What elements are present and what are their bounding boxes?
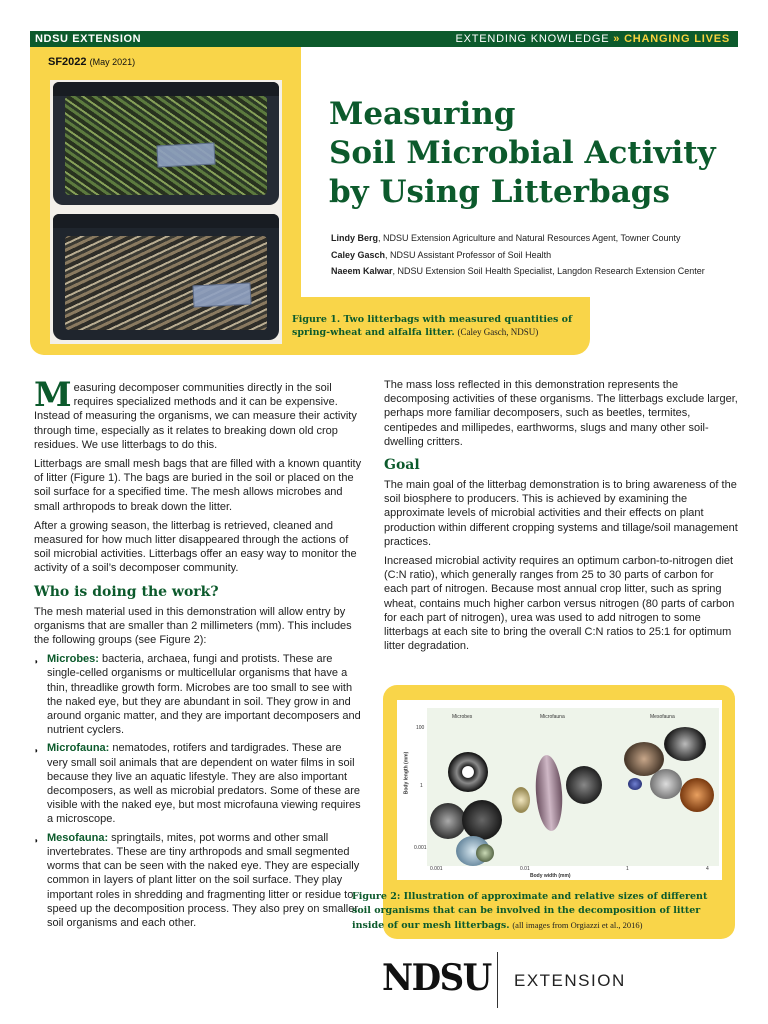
x-tick: 0.001 bbox=[430, 866, 443, 872]
drop-cap: M bbox=[34, 375, 72, 415]
tagline-part-b: CHANGING LIVES bbox=[624, 33, 730, 45]
x-tick: 0.01 bbox=[520, 866, 530, 872]
archaea-image bbox=[462, 800, 502, 840]
ndsu-logo: NDSU bbox=[382, 956, 491, 1000]
bacteria-image bbox=[430, 803, 466, 839]
bag-label bbox=[156, 142, 215, 167]
paragraph: After a growing season, the litterbag is retrieved, cleaned and measured for how much litter disappeared through the actions of soil microbial activities. Litterbags offer an easy way to monitor the activity of a soil’s decomposer community. bbox=[34, 519, 357, 575]
litterbag-alfalfa bbox=[53, 214, 279, 340]
title-line-3: by Using Litterbags bbox=[329, 174, 670, 210]
litterbags-photo bbox=[50, 80, 282, 344]
intro-paragraph: Measuring decomposer communities directly in the soil requires specialized methods and it can be expensive. Instead of measuring the organisms, we can measure their activity through time, especially as it relates to breaking down old crop residues. We use litterbags to do this. bbox=[34, 375, 357, 451]
y-tick: 100 bbox=[416, 725, 425, 731]
figure1-credit: (Caley Gasch, NDSU) bbox=[457, 327, 539, 337]
y-axis-label: Body length (mm) bbox=[403, 751, 410, 795]
tagline-part-a: EXTENDING KNOWLEDGE bbox=[455, 33, 610, 45]
litterbag-wheat bbox=[53, 82, 279, 205]
header-bar bbox=[30, 31, 738, 47]
mite-image bbox=[680, 778, 714, 812]
pub-code: SF2022 bbox=[48, 56, 87, 68]
bag-label bbox=[192, 282, 251, 307]
x-tick: 1 bbox=[626, 866, 629, 872]
mite-image bbox=[650, 769, 682, 799]
x-tick: 4 bbox=[706, 866, 709, 872]
group-label-microfauna: Microfauna bbox=[540, 714, 565, 720]
publication-code bbox=[48, 56, 135, 68]
bullet-microbes: ◗ Microbes: bacteria, archaea, fungi and protists. These are single-celled organisms or multicellular organisms that have a thin, threadlike growth form. Microbes are too small to see with the naked eye, but they are abundant in soil. They grow in and around organic matter, and they are important decomposers and nutrient cyclers. bbox=[34, 653, 361, 737]
heading-goal: Goal bbox=[384, 457, 420, 474]
right-column bbox=[384, 378, 740, 658]
group-label-mesofauna: Mesofauna bbox=[650, 714, 675, 720]
bullet-icon: ◗ bbox=[34, 746, 39, 756]
paragraph: The mass loss reflected in this demonstration represents the decomposing activities of these organisms. The litterbags exclude larger, perhaps more familiar decomposers, such as beetles, termites, centipedes and millipedes, earthworms, slugs and many other soil-dwelling critters. bbox=[384, 379, 738, 448]
paragraph: Litterbags are small mesh bags that are filled with a known quantity of litter (Figure 1). The bags are buried in the soil or placed on the soil surface for a specified time. The mesh allows microbes and small arthropods to break down the litter. bbox=[34, 458, 362, 513]
bullet-microfauna: ◗ Microfauna: nematodes, rotifers and tardigrades. These are very small soil animals that are dependent on water films in soil because they live an aquatic lifestyle. They are also important decomposers, as well as microbial predators. Some of these are visible with the naked eye, but most microfauna viewing requires a microscope. bbox=[34, 742, 361, 826]
author-item: Naeem Kalwar, NDSU Extension Soil Health Specialist, Langdon Research Extension Center bbox=[331, 266, 705, 276]
springtail-image bbox=[628, 778, 642, 790]
figure2-caption-text: Figure 2: Illustration of approximate and relative sizes of different soil organisms that can be involved in the decomposition of litter inside of our mesh litterbags. bbox=[352, 891, 708, 931]
figure2-caption bbox=[352, 890, 728, 933]
figure1-caption-text: Figure 1. Two litterbags with measured quantities of spring-wheat and alfalfa litter. bbox=[292, 314, 573, 338]
paragraph: Increased microbial activity requires an optimum carbon-to-nitrogen diet (C:N ratio), which generally ranges from 25 to 30 parts of carbon for each part of nitrogen. Because most annual crop litter, such as spring wheat, contains much higher carbon versus nitrogen (80 parts of carbon for each part of nitrogen), urea was used to add nitrogen to some litterbags at each site to bring the overall C:N ratios to 25:1 for optimum litter degradation. bbox=[384, 555, 735, 653]
chevron-icon: » bbox=[613, 33, 621, 45]
y-tick: 1 bbox=[420, 783, 423, 789]
y-tick: 0.001 bbox=[414, 845, 427, 851]
title-line-1: Measuring bbox=[329, 96, 516, 132]
figure2-credit: (all images from Orgiazzi et al., 2016) bbox=[512, 920, 643, 930]
group-label-microbes: Microbes bbox=[452, 714, 473, 720]
tagline bbox=[455, 33, 730, 45]
left-column bbox=[34, 375, 365, 934]
protist-image bbox=[476, 844, 494, 862]
author-item: Lindy Berg, NDSU Extension Agriculture and Natural Resources Agent, Towner County bbox=[331, 233, 681, 243]
bullet-mesofauna: ◗ Mesofauna: springtails, mites, pot worms and other small invertebrates. These are tiny arthropods and small segmented worms that can be seen with the naked eye. They are especially common in layers of plant litter on the soil surface. They play important roles in shredding and fragmenting litter or residue to speed up the decomposition process. They also prey on smaller soil organisms and each other. bbox=[34, 831, 360, 929]
paragraph: The main goal of the litterbag demonstration is to bring awareness of the soil biosphere to producers. This is achieved by examining the approximate levels of microbial activities and their effects on plant production within different cropping systems and tillage/soil management practices. bbox=[384, 479, 738, 548]
author-item: Caley Gasch, NDSU Assistant Professor of Soil Health bbox=[331, 249, 552, 260]
rotifer-image bbox=[512, 787, 530, 813]
page-title bbox=[329, 95, 749, 212]
bullet-icon: ◗ bbox=[34, 835, 39, 845]
x-axis-label: Body width (mm) bbox=[530, 873, 571, 879]
fungi-image bbox=[448, 752, 488, 792]
title-line-2: Soil Microbial Activity bbox=[329, 135, 716, 171]
heading-who-is-doing-the-work: Who is doing the work? bbox=[34, 583, 219, 600]
extension-wordmark: EXTENSION bbox=[514, 971, 626, 990]
org-name: NDSU EXTENSION bbox=[35, 33, 142, 45]
bullet-icon: ◗ bbox=[34, 657, 39, 667]
pub-date: (May 2021) bbox=[89, 57, 136, 67]
logo-divider bbox=[497, 952, 498, 1008]
author-list bbox=[331, 230, 751, 280]
figure1-caption bbox=[292, 313, 584, 339]
nematode-image bbox=[566, 766, 602, 804]
potworm-image bbox=[664, 727, 706, 761]
paragraph: The mesh material used in this demonstration will allow entry by organisms that are smaller than 2 millimeters (mm). This includes the following groups (see Figure 2): bbox=[34, 605, 352, 647]
